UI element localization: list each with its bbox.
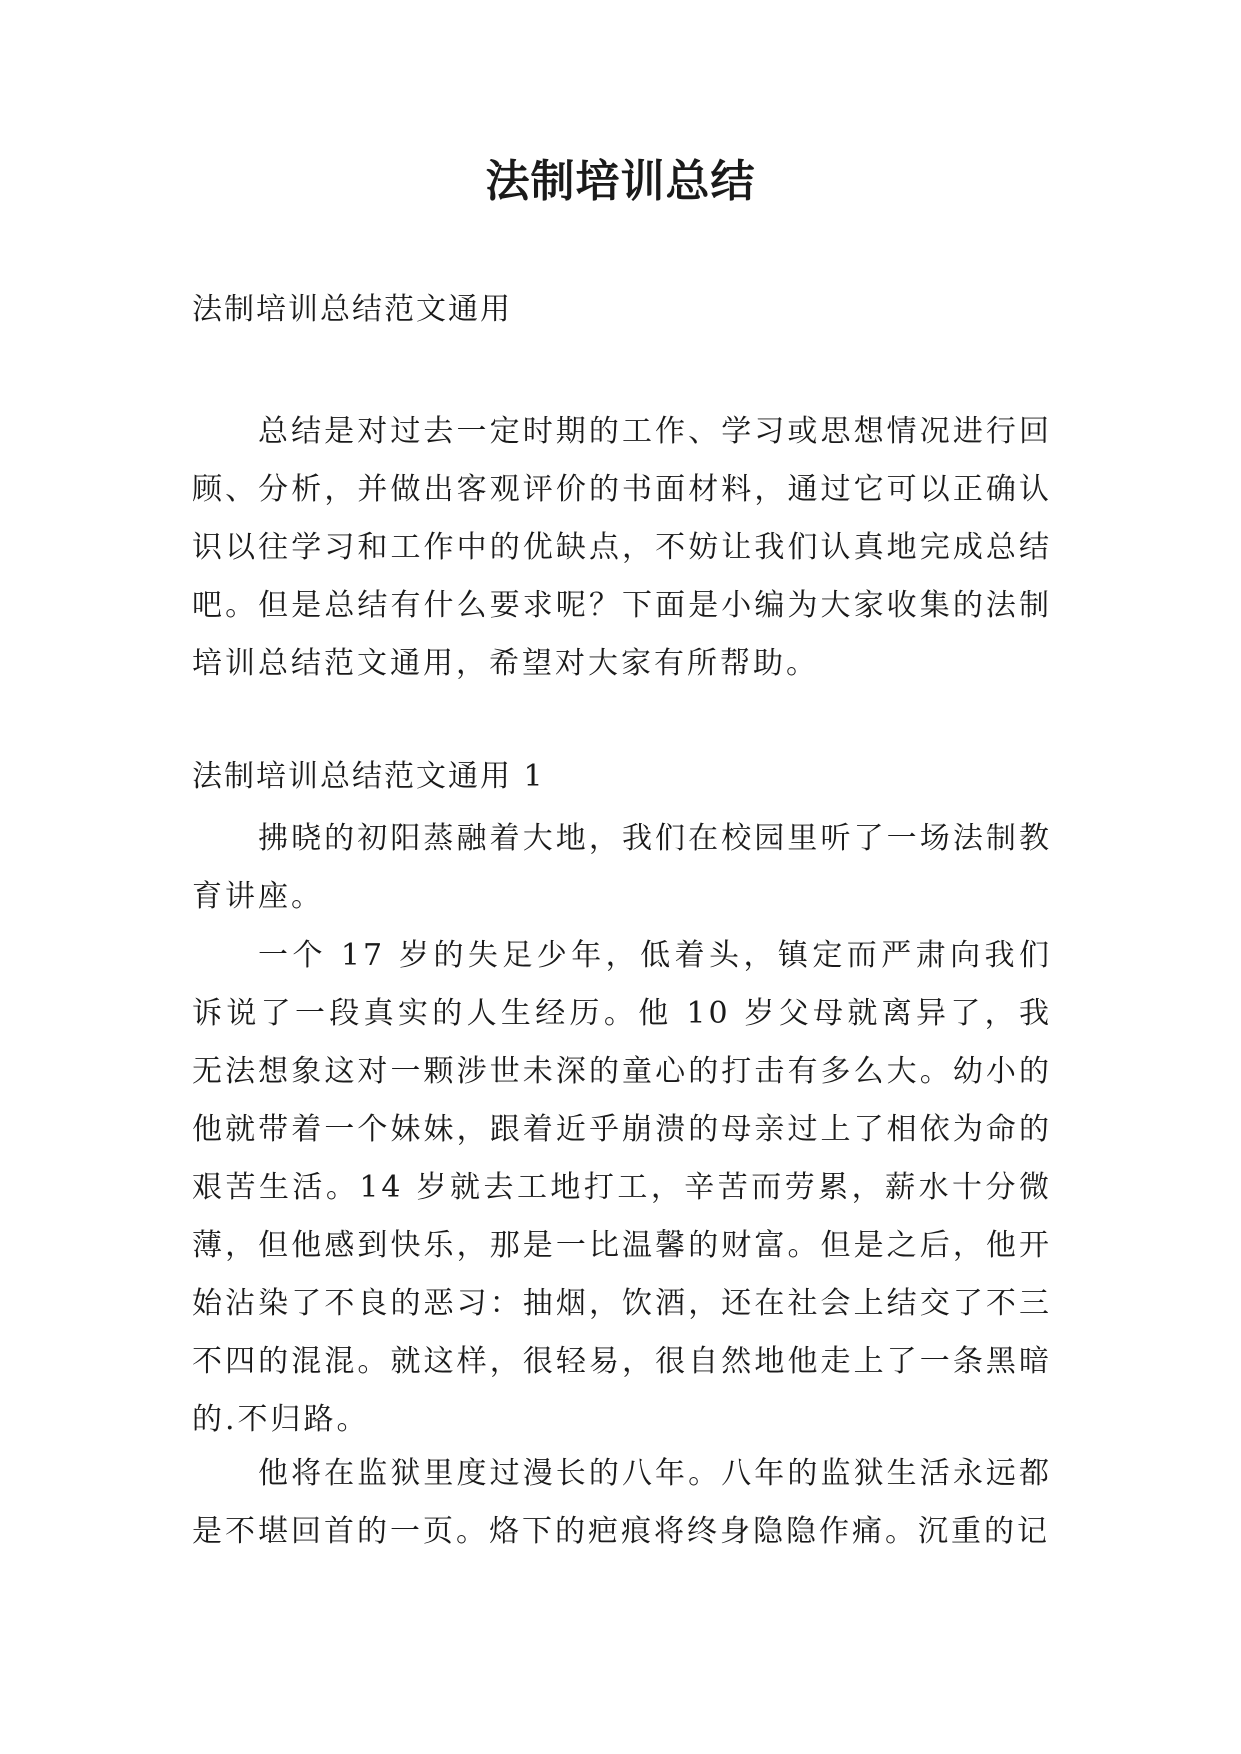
document-title: 法制培训总结 bbox=[485, 156, 756, 207]
intro-paragraph: 总结是对过去一定时期的工作、学习或思想情况进行回顾、分析，并做出客观评价的书面材料，通过它可以正确认识以往学习和工作中的优缺点，不妨让我们认真地完成总结吧。但是总结有什么要求呢？下面是小编为大家收集的法制培训总结范文通用，希望对大家有所帮助。 bbox=[192, 414, 1052, 681]
section-heading: 法制培训总结范文通用 1 bbox=[192, 759, 545, 794]
body-paragraph-3: 他将在监狱里度过漫长的八年。八年的监狱生活永远都是不堪回首的一页。烙下的疤痕将终身隐隐作痛。沉重的记 bbox=[192, 1456, 1052, 1549]
body-paragraph-1: 拂晓的初阳蒸融着大地，我们在校园里听了一场法制教育讲座。 bbox=[192, 821, 1052, 914]
document-subtitle: 法制培训总结范文通用 bbox=[192, 292, 512, 327]
body-paragraph-2: 一个 17 岁的失足少年，低着头，镇定而严肃向我们诉说了一段真实的人生经历。他 10 岁父母就离异了，我无法想象这对一颗涉世未深的童心的打击有多么大。幼小的他就带着一个妹妹，跟着近乎崩溃的母亲过上了相依为命的艰苦生活。14 岁就去工地打工，辛苦而劳累，薪水十分微薄，但他感到快乐，那是一比温馨的财富。但是之后，他开始沾染了不良的恶习：抽烟，饮酒，还在社会上结交了不三不四的混混。就这样，很轻易，很自然地他走上了一条黑暗的.不归路。 bbox=[192, 938, 1052, 1437]
